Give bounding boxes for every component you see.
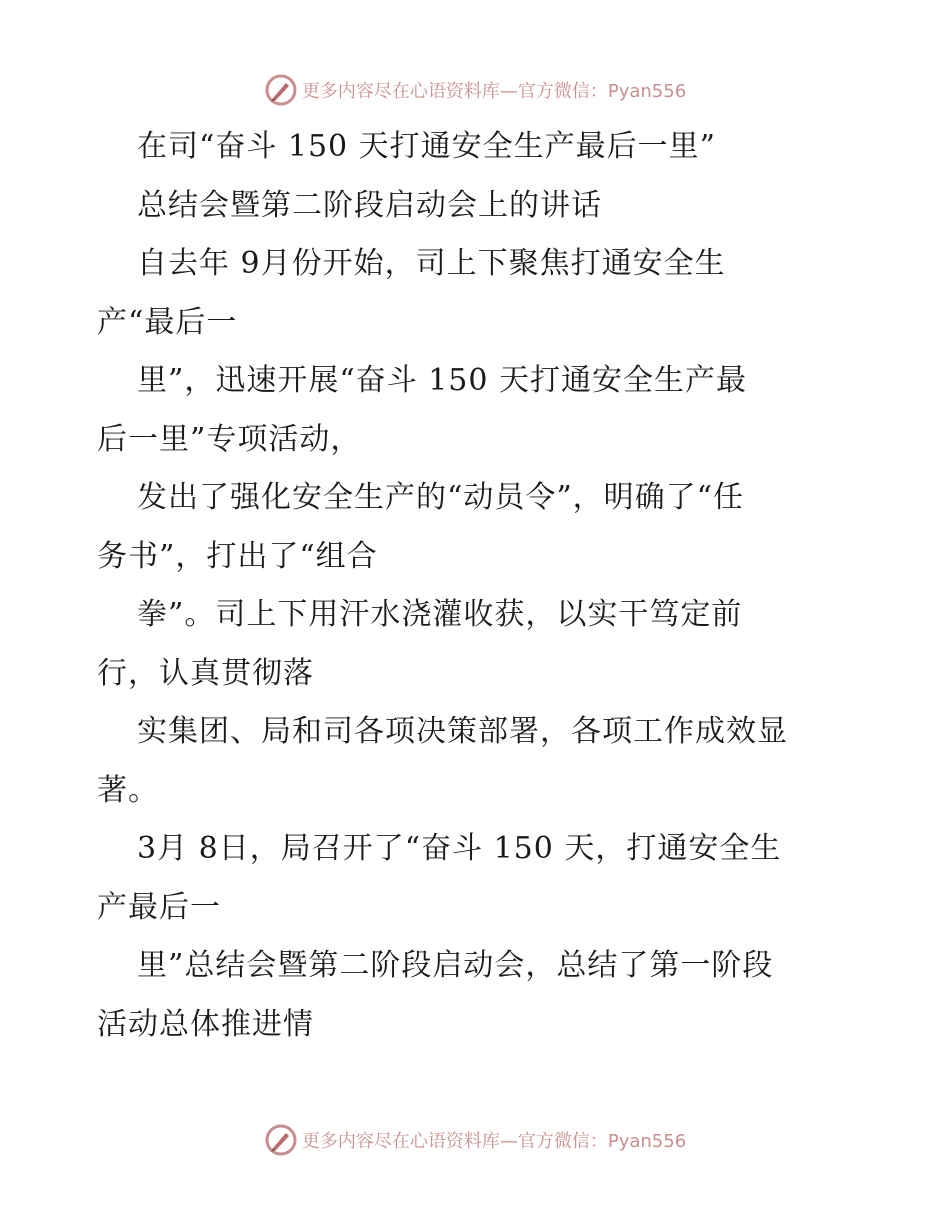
text-line: 里”，迅速开展“奋斗 150 天打通安全生产最	[137, 363, 748, 398]
document-body	[97, 118, 867, 1054]
text-line: 务书”，打出了“组合	[97, 538, 378, 574]
text-line: 著。	[97, 772, 159, 808]
footer-watermark	[0, 1120, 950, 1160]
header-watermark	[0, 70, 950, 110]
text-line: 3月 8日，局召开了“奋斗 150 天，打通安全生	[137, 831, 782, 866]
watermark-text: 更多内容尽在心语资料库—官方微信：Pyan556	[301, 1131, 687, 1152]
text-line: 在司“奋斗 150 天打通安全生产最后一里”	[137, 129, 717, 164]
text-line: 产最后一	[97, 889, 221, 925]
text-line: 里”总结会暨第二阶段启动会，总结了第一阶段	[137, 948, 774, 983]
text-line: 活动总体推进情	[97, 1006, 314, 1042]
text-line: 自去年 9月份开始，司上下聚焦打通安全生	[137, 246, 726, 281]
pen-circle-logo-icon	[264, 73, 298, 107]
text-line: 后一里”专项活动，	[97, 421, 362, 457]
text-line: 行，认真贯彻落	[97, 655, 314, 691]
text-line: 拳”。司上下用汗水浇灌收获，以实干笃定前	[137, 597, 743, 632]
text-line: 发出了强化安全生产的“动员令”，明确了“任	[137, 480, 745, 515]
watermark-text: 更多内容尽在心语资料库—官方微信：Pyan556	[301, 81, 687, 102]
text-line: 产“最后一	[97, 304, 238, 340]
text-line: 总结会暨第二阶段启动会上的讲话	[137, 187, 602, 223]
pen-circle-logo-icon	[264, 1123, 298, 1157]
text-line: 实集团、局和司各项决策部署，各项工作成效显	[137, 714, 788, 749]
